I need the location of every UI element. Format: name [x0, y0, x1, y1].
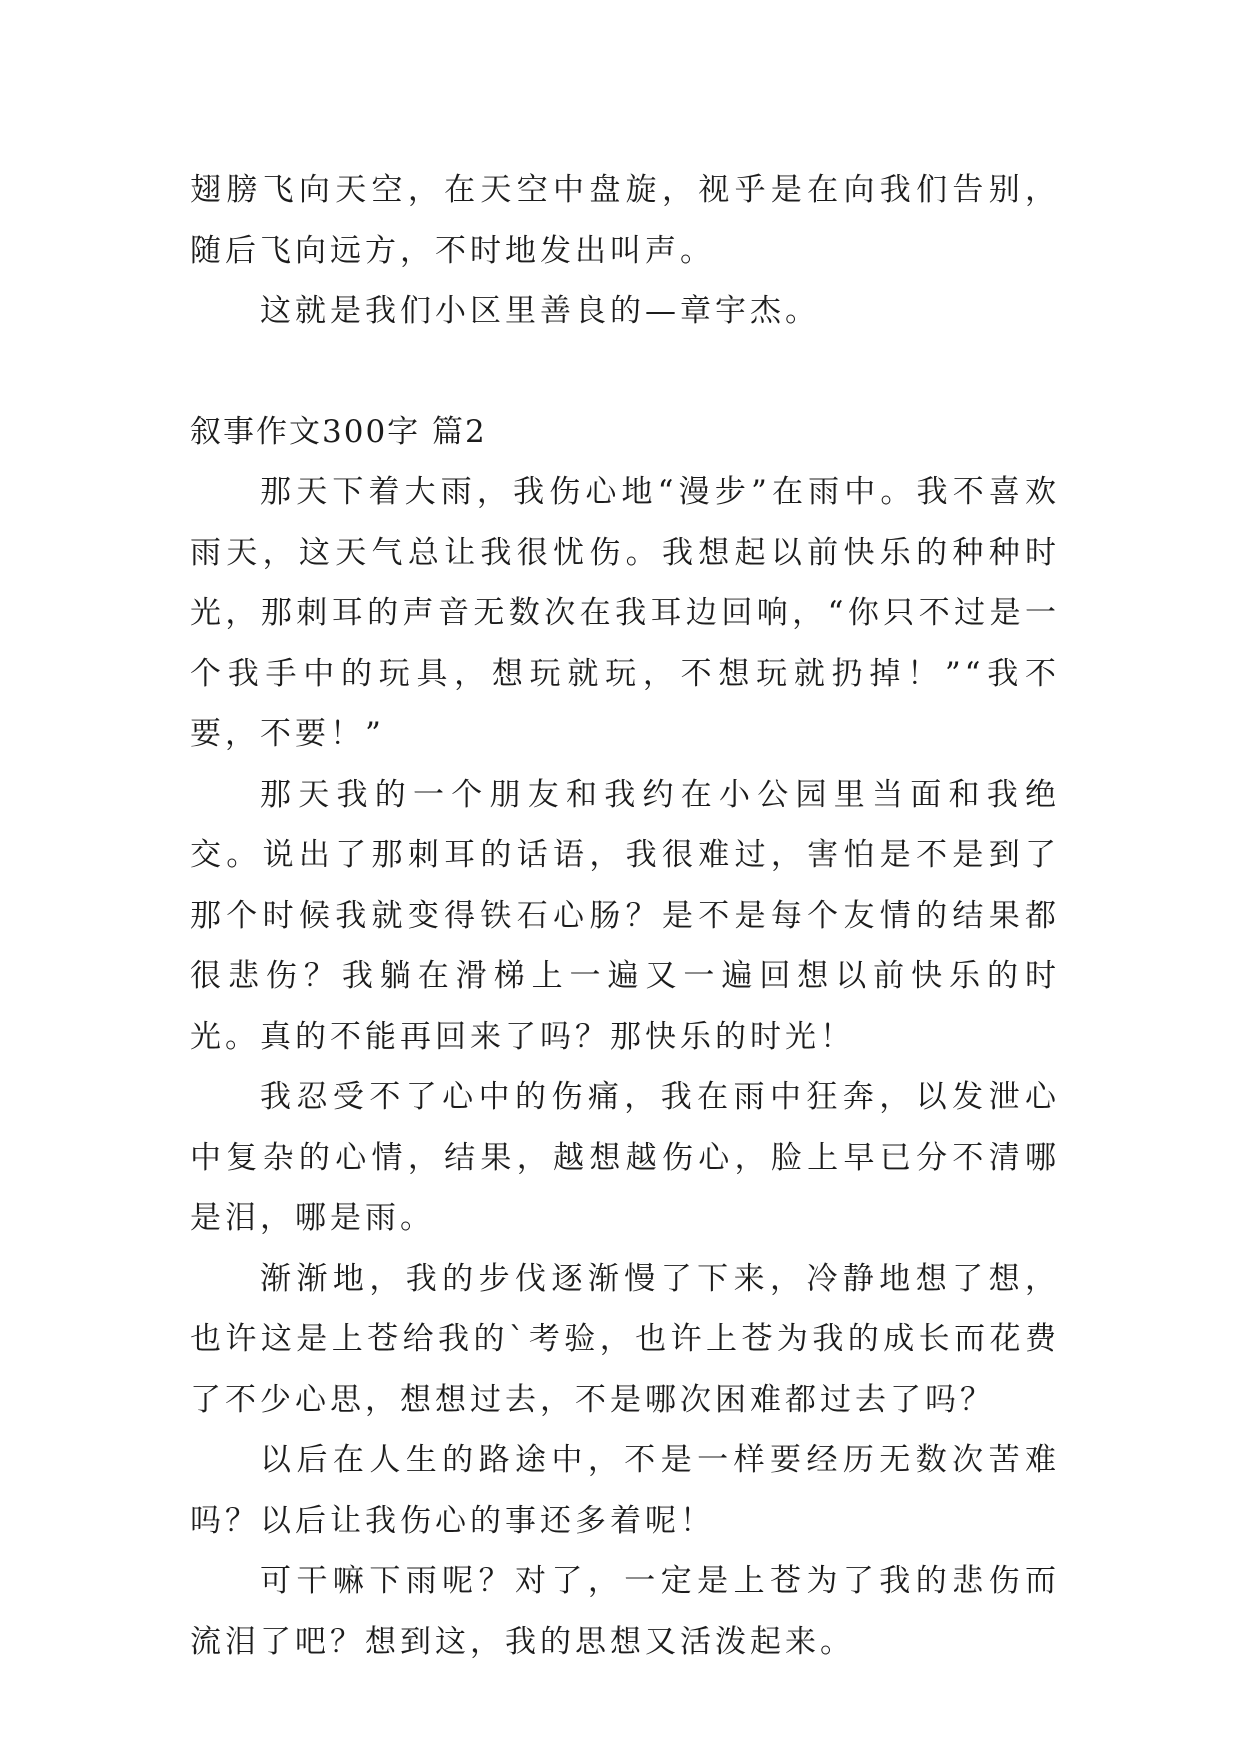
- paragraph: 我忍受不了心中的伤痛，我在雨中狂奔，以发泄心中复杂的心情，结果，越想越伤心，脸上早已分不清哪是泪，哪是雨。: [190, 1079, 1060, 1236]
- paragraph: 渐渐地，我的步伐逐渐慢了下来，冷静地想了想，也许这是上苍给我的`考验，也许上苍为我的成长而花费了不少心思，想想过去，不是哪次困难都过去了吗？: [190, 1260, 1060, 1418]
- paragraph-continued: 翅膀飞向天空，在天空中盘旋，视乎是在向我们告别，随后飞向远方，不时地发出叫声。: [190, 172, 1060, 269]
- document-body: [190, 160, 1060, 1672]
- section-title: 叙事作文300字 篇2: [190, 413, 487, 450]
- paragraph: 那天我的一个朋友和我约在小公园里当面和我绝交。说出了那刺耳的话语，我很难过，害怕是不是到了那个时候我就变得铁石心肠？是不是每个友情的结果都很悲伤？我躺在滑梯上一遍又一遍回想以前快乐的时光。真的不能再回来了吗？那快乐的时光！: [190, 776, 1060, 1055]
- paragraph: 可干嘛下雨呢？对了，一定是上苍为了我的悲伤而流泪了吧？想到这，我的思想又活泼起来。: [190, 1563, 1060, 1660]
- paragraph-closing-line: 这就是我们小区里善良的—章宇杰。: [260, 293, 821, 329]
- paragraph: 以后在人生的路途中，不是一样要经历无数次苦难吗？以后让我伤心的事还多着呢！: [190, 1442, 1060, 1539]
- paragraph: 那天下着大雨，我伤心地“漫步”在雨中。我不喜欢雨天，这天气总让我很忧伤。我想起以前快乐的种种时光，那刺耳的声音无数次在我耳边回响，“你只不过是一个我手中的玩具，想玩就玩，不想玩就扔掉！”“我不要，不要！”: [190, 474, 1060, 752]
